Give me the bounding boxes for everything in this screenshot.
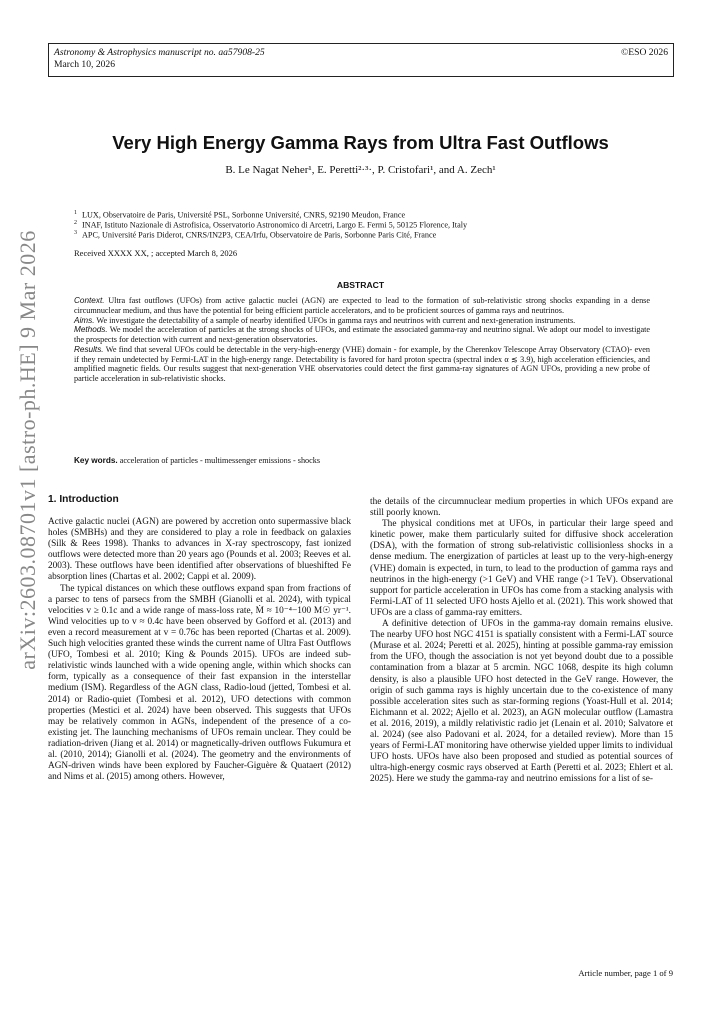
journal-line: Astronomy & Astrophysics manuscript no. aa57908-25 [54,47,265,58]
manuscript-header-box [48,43,674,77]
abstract-aims: Aims. We investigate the detectability of a sample of nearby identified UFOs in gamma rays and neutrinos with current and next-generation instruments. [74,315,576,325]
section-heading-introduction: 1. Introduction [48,494,119,505]
paragraph: the details of the circumnuclear medium properties in which UFOs expand are still poorly known. [370,497,673,519]
arxiv-identifier: arXiv:2603.08701v1 [astro-ph.HE] 9 Mar 2026 [15,230,40,670]
arxiv-sidebar [8,170,48,730]
affiliation-2: $^2$ INAF, Istituto Nazionale di Astrofisica, Osservatorio Astronomico di Arcetri, Largo E. Fermi 5, 50125 Florence, Italy [74,220,468,230]
manuscript-date: March 10, 2026 [54,59,116,70]
page-footer: Article number, page 1 of 9 [578,968,673,978]
copyright: ©ESO 2026 [621,47,668,58]
right-column [370,497,673,785]
abstract-heading: ABSTRACT [336,280,385,290]
keywords: Key words. acceleration of particles - multimessenger emissions - shocks [74,456,321,465]
affiliation-1: $^1$ LUX, Observatoire de Paris, Université PSL, Sorbonne Université, CNRS, 92190 Meudon, France [74,210,406,220]
paragraph: Active galactic nuclei (AGN) are powered by accretion onto supermassive black holes (SMBHs) and they are considered to play a role in feedback on galaxies (Silk & Rees 1998). Thanks to advances in X-ray spectroscopy, fast ionized outflows were detected more than 20 years ago (Pounds et al. 2003; Reeves et al. 2003). These outflows have been identified after observations of blueshifted Fe absorption lines (Chartas et al. 2002; Cappi et al. 2009). [48,517,351,583]
paragraph: The typical distances on which these outflows expand span from fractions of a parsec to tens of parsecs from the SMBH (Gianolli et al. 2024), with typical velocities v ≥ 0.1c and a wide range of mass-loss rate, Ṁ ≈ 10⁻⁴−100 M☉ yr⁻¹. Wind velocities up to v ≈ 0.4c have been observed by Gofford et al. (2013) and even a record measurement at v = 0.76c has been reported (Chartas et al. 2009). Such high velocities granted these winds the current name of Ultra Fast Outflows (UFO, Tombesi et al. 2010; King & Pounds 2015). UFOs are indeed sub-relativistic winds launched with a wide opening angle, within which shocks can form, typically as a consequence of their fast expansion in the interstellar medium (ISM). Regardless of the AGN class, Radio-loud (jetted, Tombesi et al. 2014) or Radio-quiet (Tombesi et al. 2012), UFO detections with common properties (Mestici et al. 2024) have been observed. This suggests that UFOs may be relatively common in AGNs, independent of the presence of a co-existing jet. The launching mechanisms of UFOs remain unclear. They could be radiation-driven (Jiang et al. 2014) or magnetically-driven outflows Fukumura et al. (2010, 2014); Gianolli et al. (2024). The geometry and the environments of AGN-driven winds have been explored by Faucher-Giguère & Quataert (2012) and Nims et al. (2015) among others. However, [48,583,351,783]
received-line: Received XXXX XX, ; accepted March 8, 2026 [74,248,238,258]
paper-title: Very High Energy Gamma Rays from Ultra Fast Outflows [112,132,609,153]
abstract-context: Context. Ultra fast outflows (UFOs) from active galactic nuclei (AGN) are expected to lead to the formation of sub-relativistic strong shocks expanding in a dense circumnuclear medium, and thus have the potential for being efficient particle accelerators, and to be proficient sources of gamma rays and neutrinos. [74,296,650,315]
abstract-methods: Methods. We model the acceleration of particles at the strong shocks of UFOs, and estimate the associated gamma-ray and neutrino signal. We adopt our model to investigate the prospects for detection with current and next-generation observatories. [74,325,650,344]
abstract-body [74,296,650,384]
author-list: B. Le Nagat Neher¹, E. Peretti²·³·, P. Cristofari¹, and A. Zech¹ [225,164,496,176]
affiliation-3: $^3$ APC, Université Paris Diderot, CNRS/IN2P3, CEA/Irfu, Observatoire de Paris, Sorbonne Paris Cité, France [74,230,437,240]
abstract-results: Results. We find that several UFOs could be detectable in the very-high-energy (VHE) domain - for example, by the Cherenkov Telescope Array Observatory (CTAO)- even if they remain undetected by Fermi-LAT in the high-energy range. Detectability is favored for hard proton spectra (spectral index α ≲ 3.9), high acceleration efficiencies, and amplified magnetic fields. Our results suggest that next-generation VHE observatories could detect the first gamma-ray signatures of AGN UFOs, providing a new probe of particle acceleration in sub-relativistic shocks. [74,344,650,383]
left-column [48,517,351,783]
paragraph: The physical conditions met at UFOs, in particular their large speed and kinetic power, make them particularly suited for diffusive shock acceleration (DSA), with the formation of strong sub-relativistic collisionless shocks in a dense medium. The energization of particles at least up to the very-high-energy (VHE) domain is expected, in turn, to lead to the production of gamma rays and neutrinos in the high-energy (>1 GeV) and VHE range (>1 TeV). Observational support for particle acceleration in UFOs has come from a stacking analysis with Fermi-LAT of 11 selected UFO hosts Ajello et al. (2021). This work showed that UFOs are a class of gamma-ray emitters. [370,519,673,618]
paragraph: A definitive detection of UFOs in the gamma-ray domain remains elusive. The nearby UFO host NGC 4151 is spatially consistent with a Fermi-LAT source (Murase et al. 2024; Peretti et al. 2025), hinting at possible gamma-ray emission from the UFO, though the association is not yet beyond doubt due to a possible contamination from a blazar at 5 arcmin. NGC 1068, despite its high column density, is also a plausible UFO host detected in the GeV range. However, the origin of such gamma rays is highly uncertain due to the co-existence of many possible acceleration sites such as star-forming regions (Yoast-Hull et al. 2014; Eichmann et al. 2022; Ajello et al. 2023), an AGN molecular outflow (Lamastra et al. 2016, 2019), a mildly relativistic radio jet (Lenain et al. 2010; Salvatore et al. 2024) (see also Padovani et al. 2024, for a detailed review). More than 15 years of Fermi-LAT monitoring have otherwise yielded upper limits to individual UFO hosts. UFOs have also been proposed and studied as potential sources of ultra-high-energy cosmic rays observed at Earth (Peretti et al. 2023; Ehlert et al. 2025). Here we study the gamma-ray and neutrino emissions for a list of se- [370,619,673,785]
